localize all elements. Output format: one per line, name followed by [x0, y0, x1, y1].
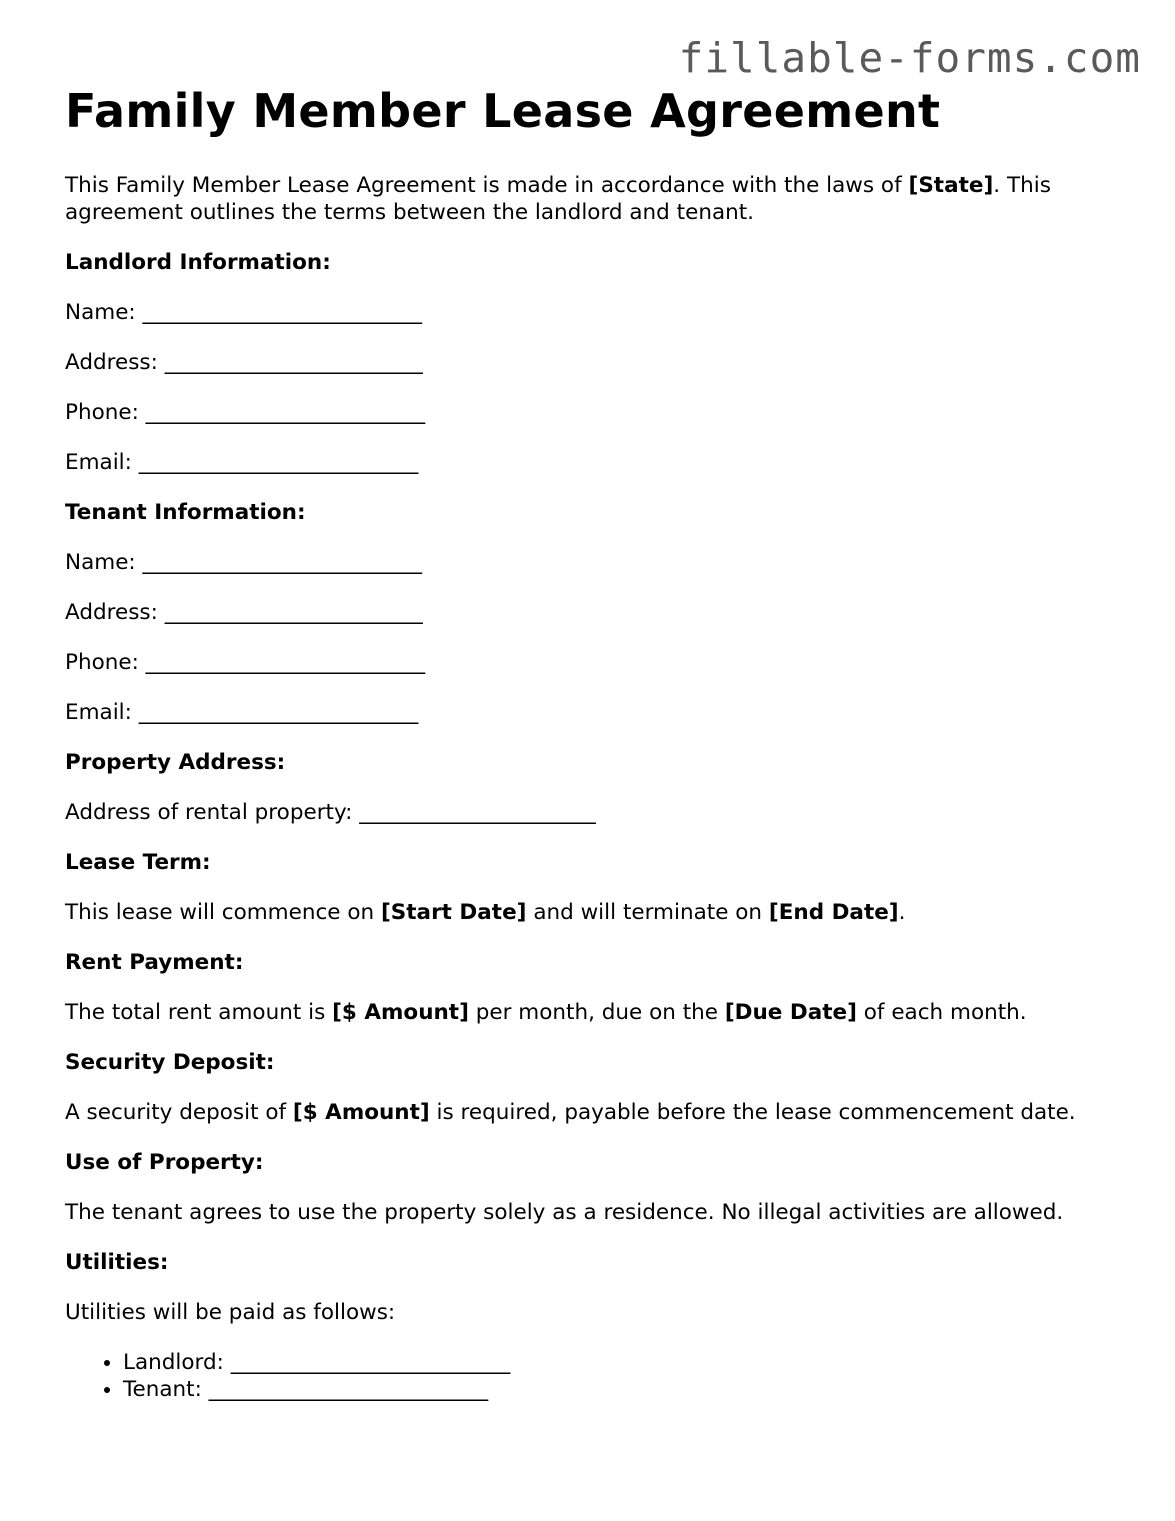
- utilities-heading: Utilities:: [65, 1250, 169, 1275]
- lease-term-text: This lease will commence on: [65, 900, 381, 925]
- tenant-address-field[interactable]: Address: ________________________: [65, 600, 423, 625]
- landlord-heading: Landlord Information:: [65, 250, 331, 275]
- deposit-paragraph: [65, 1099, 1125, 1126]
- deposit-heading: Security Deposit:: [65, 1050, 275, 1075]
- utilities-list: [65, 1349, 1125, 1403]
- property-heading: Property Address:: [65, 750, 286, 775]
- rent-amount-placeholder: [$ Amount]: [332, 1000, 469, 1025]
- tenant-name-field[interactable]: Name: __________________________: [65, 550, 423, 575]
- state-placeholder: [State]: [908, 173, 994, 198]
- use-paragraph: The tenant agrees to use the property solely as a residence. No illegal activities are allowed.: [65, 1200, 1064, 1225]
- landlord-address-field[interactable]: Address: ________________________: [65, 350, 423, 375]
- start-date-placeholder: [Start Date]: [380, 900, 527, 925]
- rent-text-mid: per month, due on the: [468, 1000, 725, 1025]
- tenant-phone-field[interactable]: Phone: __________________________: [65, 650, 426, 675]
- landlord-name-field[interactable]: Name: __________________________: [65, 300, 423, 325]
- end-date-placeholder: [End Date]: [768, 900, 899, 925]
- watermark: fillable-forms.com: [678, 34, 1141, 82]
- deposit-text: A security deposit of: [65, 1100, 293, 1125]
- lease-term-text-end: .: [898, 900, 906, 925]
- intro-text: This Family Member Lease Agreement is made in accordance with the laws of: [65, 173, 909, 198]
- utilities-landlord-field[interactable]: • Landlord: __________________________: [123, 1349, 1125, 1376]
- landlord-phone-field[interactable]: Phone: __________________________: [65, 400, 426, 425]
- property-address-field[interactable]: Address of rental property: ______________________: [65, 800, 596, 825]
- tenant-email-field[interactable]: Email: __________________________: [65, 700, 419, 725]
- rent-paragraph: [65, 999, 1125, 1026]
- intro-paragraph: [65, 172, 1125, 226]
- lease-term-paragraph: [65, 899, 1125, 926]
- lease-term-text-mid: and will terminate on: [526, 900, 769, 925]
- use-heading: Use of Property:: [65, 1150, 264, 1175]
- rent-text-end: of each month.: [856, 1000, 1027, 1025]
- landlord-email-field[interactable]: Email: __________________________: [65, 450, 419, 475]
- rent-heading: Rent Payment:: [65, 950, 244, 975]
- utilities-tenant-field[interactable]: • Tenant: __________________________: [123, 1376, 1125, 1403]
- document-body: [65, 86, 1125, 1403]
- rent-text: The total rent amount is: [65, 1000, 333, 1025]
- deposit-text-end: is required, payable before the lease commencement date.: [429, 1100, 1076, 1125]
- utilities-paragraph: Utilities will be paid as follows:: [65, 1300, 396, 1325]
- intro-text-end: . This agreement outlines the terms between the landlord and tenant.: [65, 173, 1051, 225]
- lease-term-heading: Lease Term:: [65, 850, 211, 875]
- deposit-amount-placeholder: [$ Amount]: [292, 1100, 430, 1125]
- due-date-placeholder: [Due Date]: [724, 1000, 857, 1025]
- document-title: Family Member Lease Agreement: [65, 84, 941, 138]
- tenant-heading: Tenant Information:: [65, 500, 306, 525]
